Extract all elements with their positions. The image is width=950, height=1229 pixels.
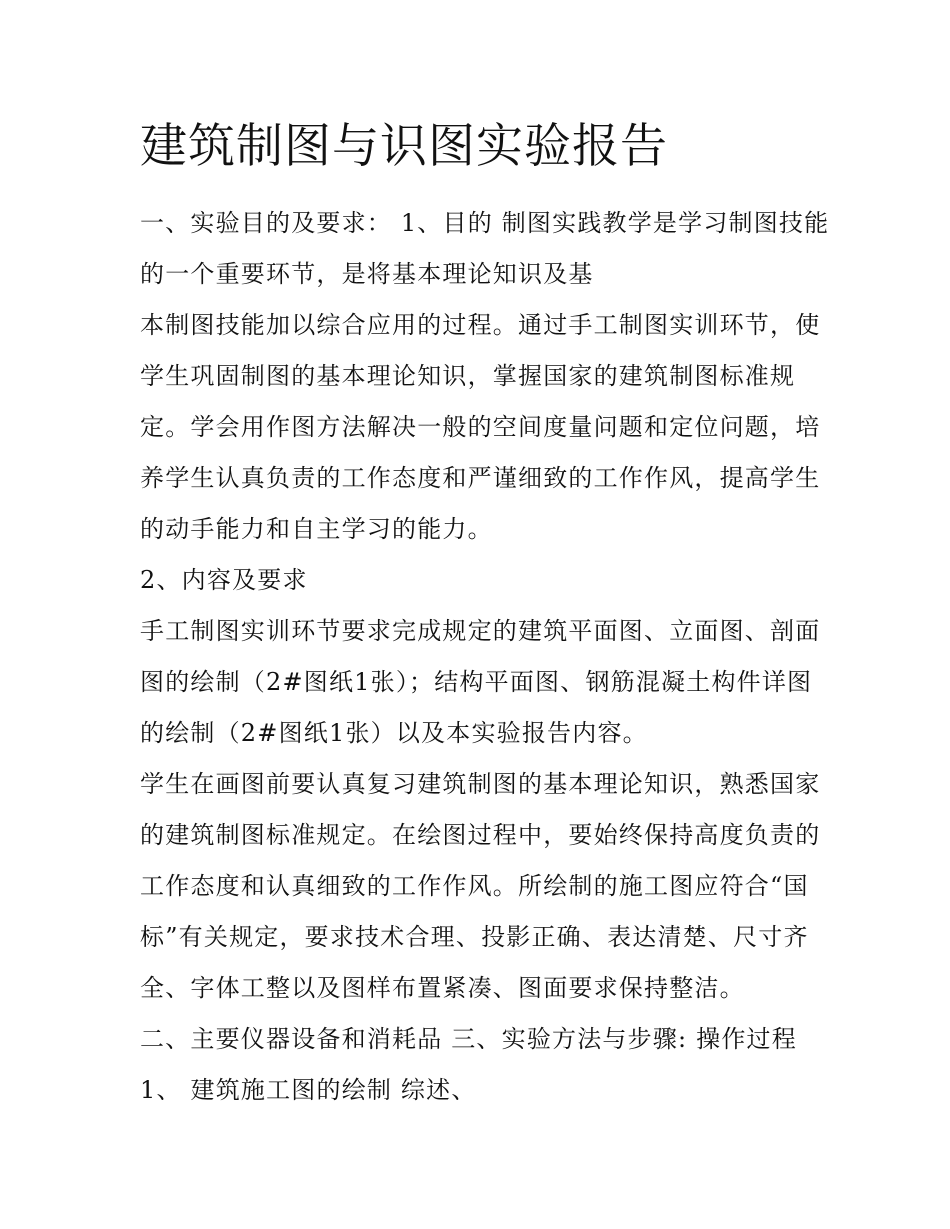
section-heading: 1、 建筑施工图的绘制 综述、 [140, 1076, 477, 1104]
section-heading: 2、内容及要求 [140, 566, 308, 594]
body-line: 的一个重要环节，是将基本理论知识及基 [140, 260, 594, 288]
body-line: 本制图技能加以综合应用的过程。通过手工制图实训环节，使 [140, 311, 821, 339]
section-heading: 二、主要仪器设备和消耗品 三、实验方法与步骤: 操作过程 [140, 1025, 797, 1053]
body-line: 全、字体工整以及图样布置紧凑、图面要求保持整洁。 [140, 974, 745, 1002]
body-line: 的绘制（2#图纸1张）以及本实验报告内容。 [140, 719, 648, 747]
body-line: 学生在画图前要认真复习建筑制图的基本理论知识，熟悉国家 [140, 770, 821, 798]
body-line: 图的绘制（2#图纸1张）；结构平面图、钢筋混凝土构件详图 [140, 668, 813, 696]
body-line: 工作态度和认真细致的工作作风。所绘制的施工图应符合“国 [140, 872, 809, 900]
body-line: 养学生认真负责的工作态度和严谨细致的工作作风，提高学生 [140, 464, 821, 492]
body-line: 一、实验目的及要求： 1、目的 制图实践教学是学习制图技能 [140, 209, 830, 237]
document-title: 建筑制图与识图实验报告 [140, 119, 668, 174]
body-line: 手工制图实训环节要求完成规定的建筑平面图、立面图、剖面 [140, 617, 821, 645]
body-line: 的动手能力和自主学习的能力。 [140, 515, 493, 543]
body-line: 学生巩固制图的基本理论知识，掌握国家的建筑制图标准规 [140, 362, 796, 390]
body-line: 的建筑制图标准规定。在绘图过程中，要始终保持高度负责的 [140, 821, 821, 849]
body-line: 定。学会用作图方法解决一般的空间度量问题和定位问题，培 [140, 413, 821, 441]
body-line: 标”有关规定，要求技术合理、投影正确、表达清楚、尺寸齐 [140, 923, 809, 951]
document-body [140, 198, 830, 1116]
